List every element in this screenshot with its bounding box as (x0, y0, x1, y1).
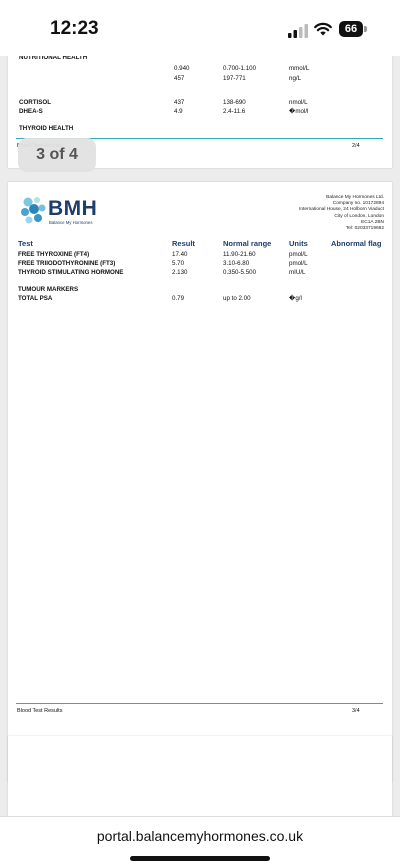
browser-url-bar[interactable] (0, 816, 400, 868)
home-indicator[interactable] (130, 856, 270, 861)
row-name: CORTISOL (19, 99, 51, 106)
company-line: City of London, London (334, 213, 384, 219)
cellular-signal-icon (288, 24, 308, 38)
row-unit: pmol/L (289, 251, 308, 258)
row-name: FREE THYROXINE (FT4) (18, 251, 90, 258)
pdf-page-3 (8, 182, 392, 782)
bmh-logo-mark (20, 196, 48, 226)
row-result: 5.70 (172, 260, 185, 267)
footer-page-number: 2/4 (352, 143, 360, 149)
row-result: 457 (174, 75, 185, 82)
row-result: 437 (174, 99, 185, 106)
row-name: TOTAL PSA (18, 295, 53, 302)
status-bar (0, 0, 400, 56)
row-result: 2.130 (172, 269, 188, 276)
bmh-logo (20, 194, 110, 230)
battery-icon (339, 21, 367, 37)
column-header-range: Normal range (223, 239, 272, 248)
company-line: Company no. 10172894 (332, 201, 384, 207)
row-range: 0.700-1.100 (223, 65, 257, 72)
row-result: 17.40 (172, 251, 188, 258)
row-range: 3.10-6.80 (223, 260, 250, 267)
status-time: 12:23 (50, 18, 99, 39)
row-name: DHEA-S (19, 108, 43, 115)
row-result: 4.9 (174, 108, 183, 115)
row-range: 2.4-11.6 (223, 108, 246, 115)
footer-left: Blood Test Results (17, 708, 63, 714)
section-title-tumour: TUMOUR MARKERS (18, 286, 79, 293)
page-indicator: 3 of 4 (18, 138, 96, 172)
logo-tagline: Balance My Hormones (49, 220, 93, 225)
company-line: EC1A 2BN (361, 219, 384, 225)
row-result: 0.79 (172, 295, 185, 302)
row-range: 197-771 (223, 75, 246, 82)
pdf-viewer[interactable] (0, 56, 400, 816)
url-text[interactable]: portal.balancemyhormones.co.uk (96, 828, 304, 844)
column-header-flag: Abnormal flag (331, 239, 382, 248)
company-line: International House, 24 Holborn Viaduct (299, 207, 384, 213)
row-range: up to 2.00 (223, 295, 251, 302)
section-title-nutrition: NUTRITIONAL HEALTH (19, 56, 88, 61)
column-header-result: Result (172, 239, 195, 248)
row-range: 11.90-21.60 (223, 251, 256, 258)
column-header-test: Test (18, 239, 33, 248)
row-unit: mIU/L (289, 269, 306, 276)
row-unit: �mol/l (289, 108, 309, 115)
battery-level: 66 (339, 21, 363, 37)
row-unit: ng/L (289, 75, 302, 82)
row-name: FREE TRIIODOTHYRONINE (FT3) (18, 260, 116, 267)
row-range: 0.350-5.500 (223, 269, 257, 276)
row-result: 0.940 (174, 65, 190, 72)
footer-rule (16, 703, 383, 704)
section-title-thyroid: THYROID HEALTH (19, 125, 74, 132)
pdf-page-4 (8, 736, 392, 816)
company-address-block (299, 195, 384, 232)
row-unit: �g/l (289, 295, 302, 302)
company-line: Tel: 02033719692 (345, 226, 384, 232)
row-unit: pmol/L (289, 260, 308, 267)
column-header-units: Units (289, 239, 308, 248)
battery-cap (364, 26, 367, 32)
company-line: Balance My Hormones Ltd. (326, 195, 384, 200)
footer-page-number: 3/4 (352, 708, 360, 714)
row-unit: mmol/L (289, 65, 310, 72)
wifi-icon (314, 22, 332, 36)
row-range: 138-690 (223, 99, 246, 106)
logo-wordmark: BMH (48, 197, 98, 220)
row-name: THYROID STIMULATING HORMONE (18, 269, 124, 276)
row-unit: nmol/L (289, 99, 308, 106)
